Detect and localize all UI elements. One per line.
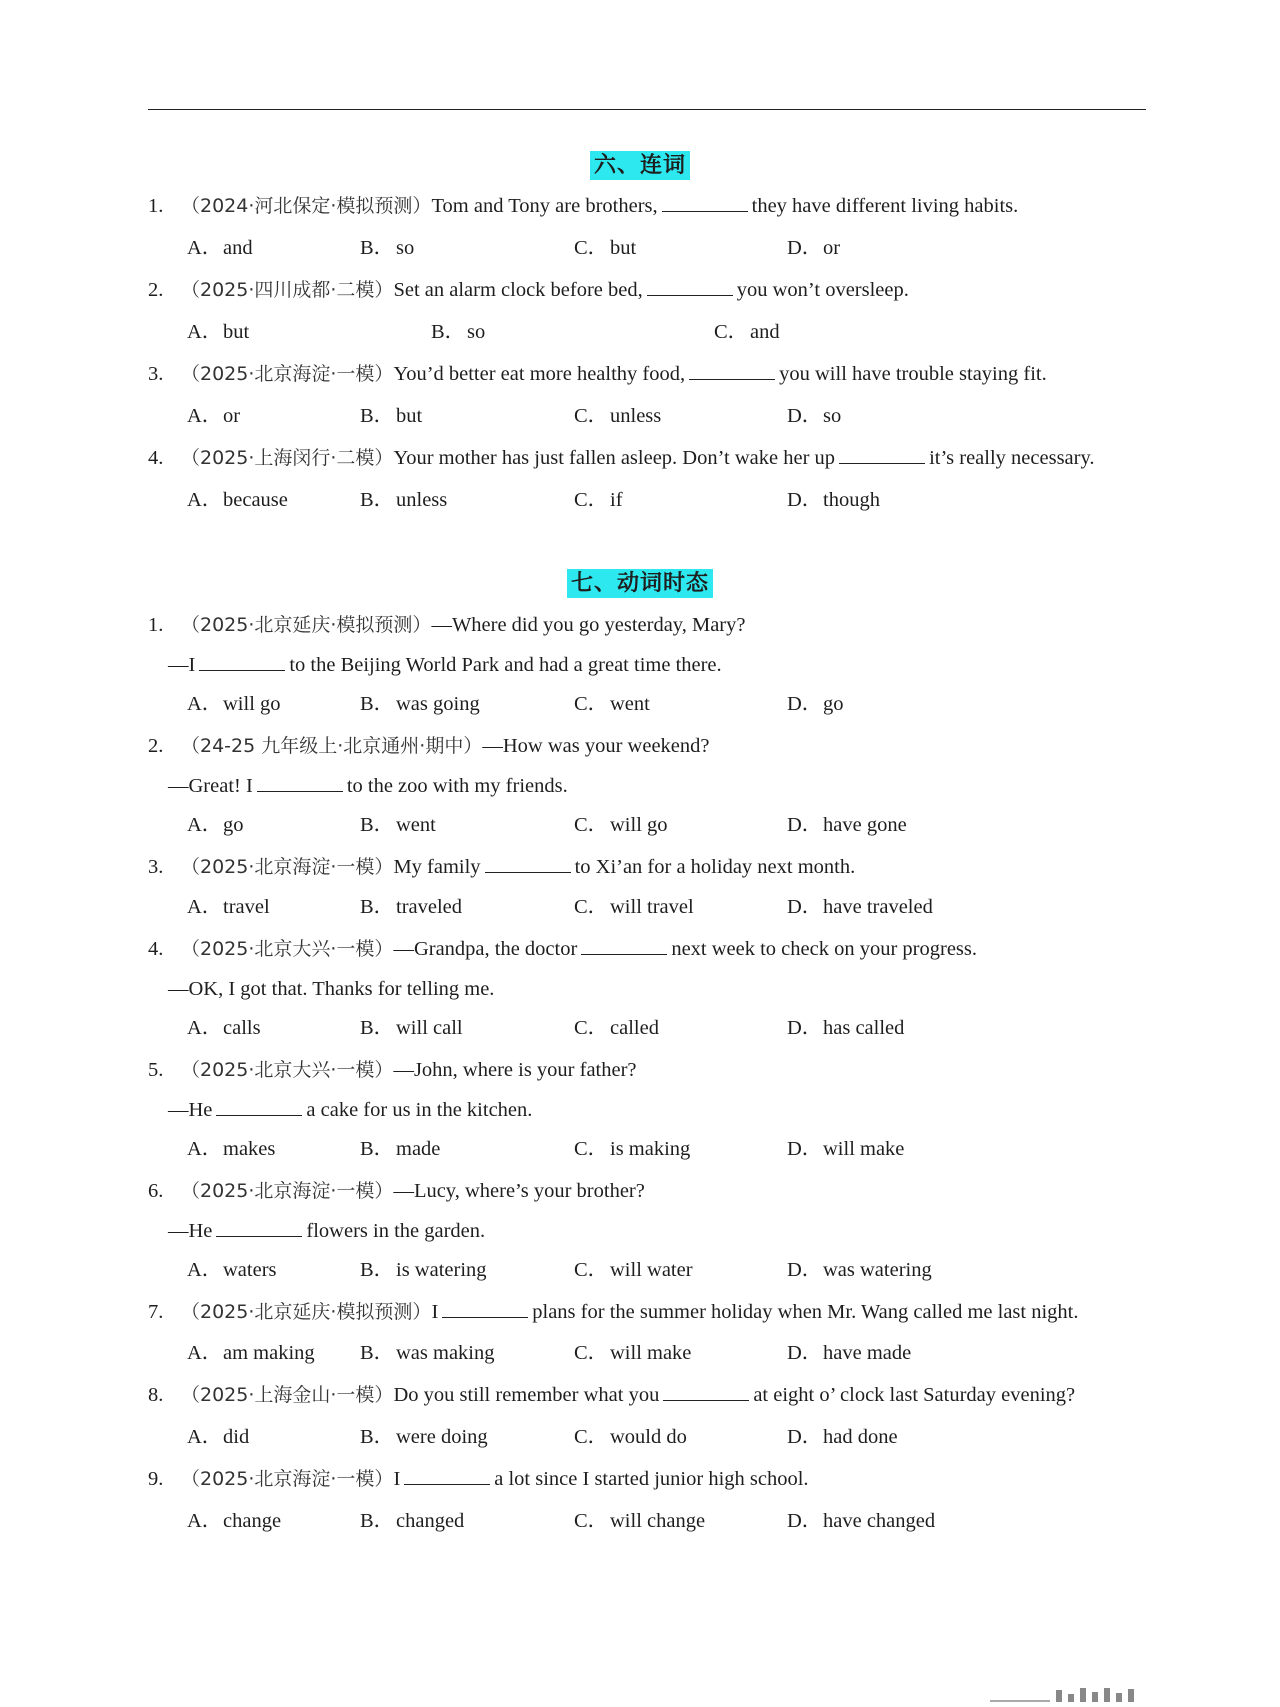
- option-c[interactable]: C．went: [574, 693, 650, 715]
- option-c[interactable]: C．will change: [574, 1510, 706, 1532]
- option-a[interactable]: A．did: [187, 1426, 250, 1448]
- option-b[interactable]: B．were doing: [360, 1426, 488, 1448]
- option-b[interactable]: B．was making: [360, 1342, 495, 1364]
- option-c[interactable]: C．called: [574, 1017, 659, 1039]
- option-c[interactable]: C．and: [714, 321, 780, 343]
- option-a[interactable]: A．waters: [187, 1259, 277, 1281]
- option-c[interactable]: C．will make: [574, 1342, 692, 1364]
- option-c[interactable]: C．will water: [574, 1259, 693, 1281]
- answer-blank[interactable]: [485, 854, 571, 873]
- answer-blank[interactable]: [199, 652, 285, 671]
- answer-blank[interactable]: [839, 445, 925, 464]
- option-b[interactable]: B．so: [360, 237, 415, 259]
- option-b[interactable]: B．changed: [360, 1510, 465, 1532]
- option-d[interactable]: D．go: [787, 693, 844, 715]
- option-b[interactable]: B．was going: [360, 693, 480, 715]
- option-d[interactable]: D．have changed: [787, 1510, 936, 1532]
- answer-blank[interactable]: [442, 1299, 528, 1318]
- option-d[interactable]: D．have traveled: [787, 896, 933, 918]
- option-a[interactable]: A．travel: [187, 896, 270, 918]
- answer-blank[interactable]: [662, 193, 748, 212]
- option-a[interactable]: A．change: [187, 1510, 282, 1532]
- answer-blank[interactable]: [689, 361, 775, 380]
- answer-blank[interactable]: [216, 1218, 302, 1237]
- option-b[interactable]: B．but: [360, 405, 423, 427]
- answer-blank[interactable]: [216, 1097, 302, 1116]
- section-title-verb-tenses: 七、动词时态: [0, 566, 1280, 597]
- option-a[interactable]: A．will go: [187, 693, 281, 715]
- option-a[interactable]: A．go: [187, 814, 244, 836]
- option-a[interactable]: A．and: [187, 237, 253, 259]
- option-b[interactable]: B．will call: [360, 1017, 463, 1039]
- option-c[interactable]: C．is making: [574, 1138, 691, 1160]
- answer-blank[interactable]: [404, 1466, 490, 1485]
- header-rule: [148, 109, 1146, 110]
- option-a[interactable]: A．because: [187, 489, 288, 511]
- option-a[interactable]: A．calls: [187, 1017, 261, 1039]
- worksheet-page: 六、连词 1. （2024·河北保定·模拟预测）Tom and Tony are brothers, they have different living habits. A．and B．so C．but D．or 2. （2025·四川成都·二模）Set an alarm clock before bed, you won’t oversleep. A．but B．so C．and 3. （2025·北京海淀·一模）You’d better eat more healthy food, you will have trouble staying fit. A．or B．but C．unless D．so 4. （2025·上海闵行·二模）Your mother has just fallen asleep. Don’t wake her up it’s really necessary. A．because B．unless C．if D．though 七、动词时态 1. （2025·北京延庆·模拟预测）—Where did you go yesterday, Mary? —I to the Beijing World Park and had a great time there. A．will go B．was going C．went D．go 2. （24-25 九年级上·北京通州·期中）—How was your weekend? —Great! I to the zoo with my friends. A．go B．went C．will go D．have gone 3. （2025·北京海淀·一模）My family to Xi’an for a holiday next month. A．travel B．traveled C．will travel D．have traveled 4. （2025·北京大兴·一模）—Grandpa, the doctor next week to check on your progress. —OK, I got that. Thanks for telling me. A．calls B．will call C．called D．has called 5. （2025·北京大兴·一模）—John, where is your father? —He a cake for us in the kitchen. A．makes B．made C．is making D．will make 6. （2025·北京海淀·一模）—Lucy, where’s your brother? —He flowers in the garden. A．waters B．is watering C．will water D．was watering 7. （2025·北京延庆·模拟预测）I plans for the summer holiday when Mr. Wang called me last night. A．am making B．was making C．will make D．have made 8. （2025·上海金山·一模）Do you still remember what you at eight o’ clock last Saturday evening? A．did B．were doing C．would do D．had done 9. （2025·北京海淀·一模）I a lot since I started junior high school. A．change B．changed C．will change D．have changed: [0, 0, 1280, 1707]
- watermark-graphic: [990, 1688, 1265, 1702]
- option-b[interactable]: B．unless: [360, 489, 448, 511]
- option-c[interactable]: C．if: [574, 489, 623, 511]
- option-b[interactable]: B．went: [360, 814, 436, 836]
- option-d[interactable]: D．though: [787, 489, 880, 511]
- option-d[interactable]: D．so: [787, 405, 842, 427]
- option-d[interactable]: D．had done: [787, 1426, 898, 1448]
- option-b[interactable]: B．so: [431, 321, 486, 343]
- answer-blank[interactable]: [581, 936, 667, 955]
- option-a[interactable]: A．or: [187, 405, 241, 427]
- section-title-conjunctions: 六、连词: [0, 148, 1280, 179]
- option-b[interactable]: B．is watering: [360, 1259, 487, 1281]
- option-d[interactable]: D．have gone: [787, 814, 907, 836]
- option-c[interactable]: C．will go: [574, 814, 668, 836]
- option-d[interactable]: D．or: [787, 237, 841, 259]
- option-a[interactable]: A．am making: [187, 1342, 315, 1364]
- option-c[interactable]: C．would do: [574, 1426, 687, 1448]
- option-d[interactable]: D．will make: [787, 1138, 905, 1160]
- option-d[interactable]: D．has called: [787, 1017, 905, 1039]
- answer-blank[interactable]: [257, 773, 343, 792]
- option-c[interactable]: C．unless: [574, 405, 662, 427]
- option-d[interactable]: D．was watering: [787, 1259, 932, 1281]
- option-d[interactable]: D．have made: [787, 1342, 912, 1364]
- option-b[interactable]: B．traveled: [360, 896, 463, 918]
- answer-blank[interactable]: [663, 1382, 749, 1401]
- option-b[interactable]: B．made: [360, 1138, 441, 1160]
- option-c[interactable]: C．but: [574, 237, 637, 259]
- option-a[interactable]: A．makes: [187, 1138, 276, 1160]
- option-a[interactable]: A．but: [187, 321, 250, 343]
- answer-blank[interactable]: [647, 277, 733, 296]
- option-c[interactable]: C．will travel: [574, 896, 694, 918]
